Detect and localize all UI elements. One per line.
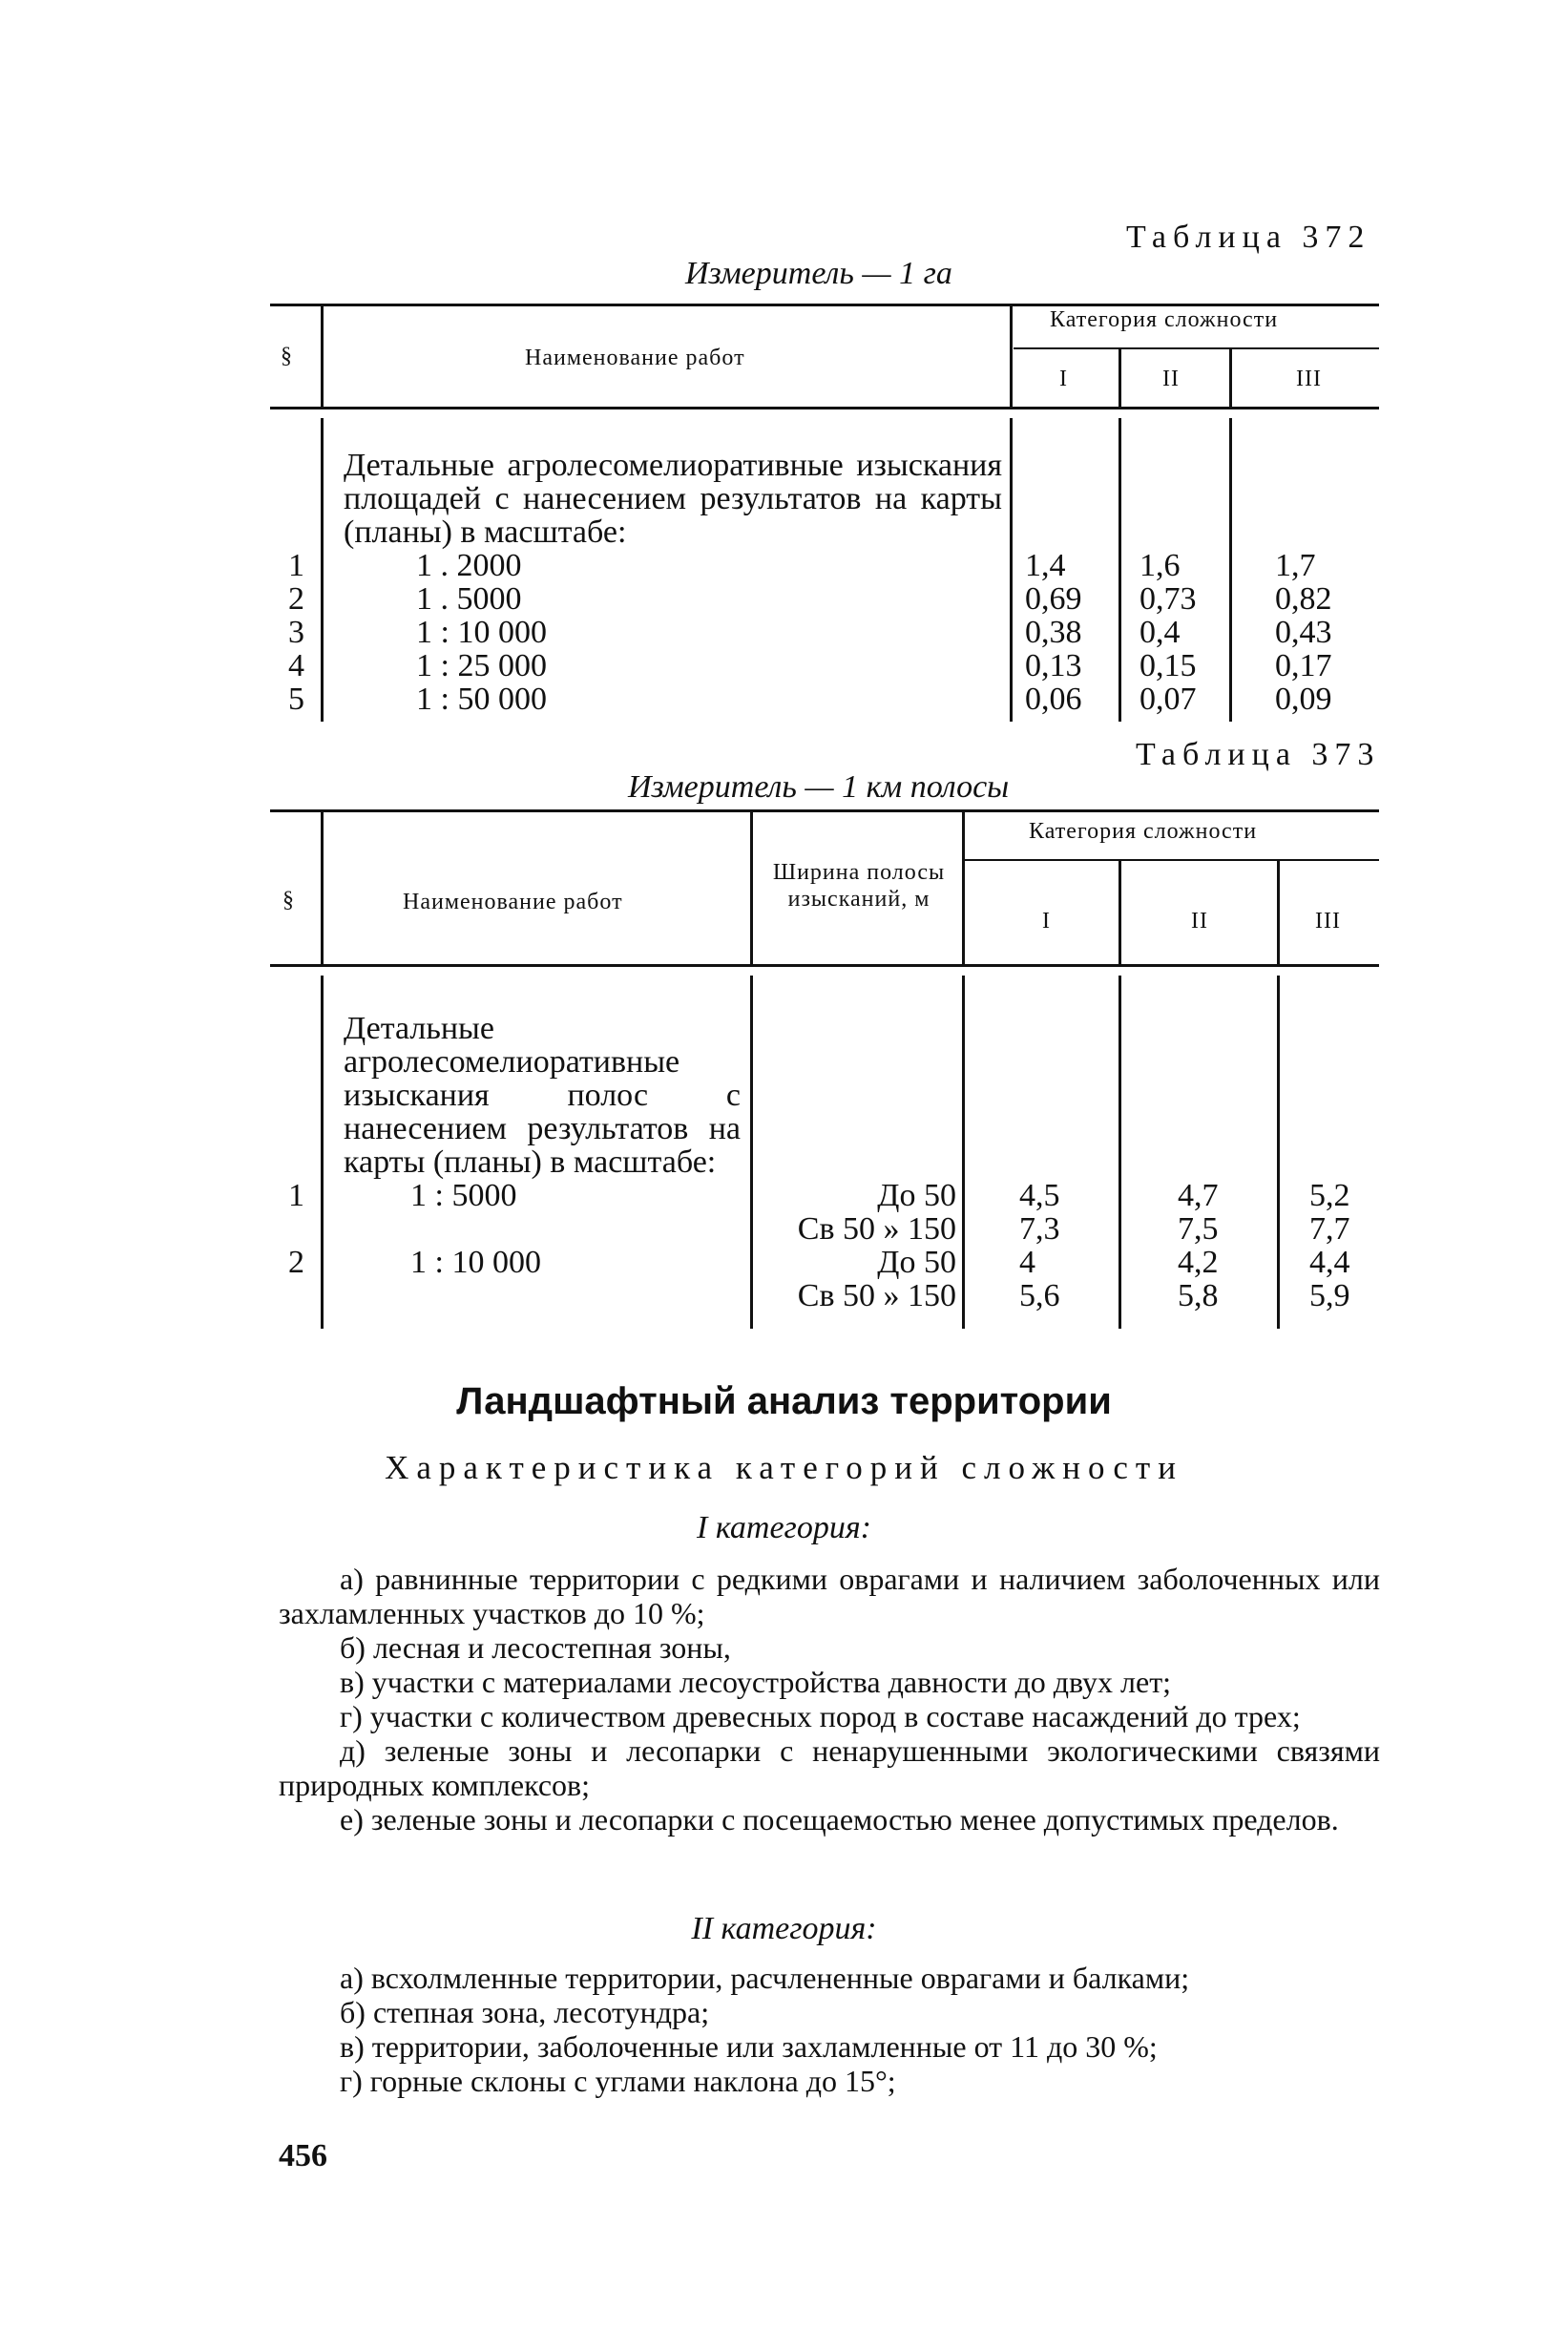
table-372-top-rule [270, 304, 1379, 306]
table-373-col-section [288, 1179, 304, 1312]
table-372-value: 0,09 [1275, 682, 1332, 717]
table-372-header-rule [270, 407, 1379, 409]
table-372-body-divider [1119, 418, 1121, 722]
table-373-value: 5,9 [1309, 1278, 1350, 1313]
table-372-divider [1010, 304, 1013, 409]
table-372-value: 0,38 [1025, 615, 1082, 650]
table-372-description: Детальные агролесомелиоративные изыскания площадей с нанесением результатов на карты (планы) в масштабе: [344, 448, 1002, 550]
category-2-heading: II категория: [691, 1911, 877, 1946]
category-2-item: г) горные склоны с углами наклона до 15°; [340, 2064, 896, 2098]
table-373-width-value: До 50 [877, 1245, 956, 1280]
table-373-col-cat-ii [1178, 1179, 1219, 1312]
table-372-row-number: 5 [288, 682, 304, 717]
table-372-scale: 1 . 5000 [416, 581, 522, 617]
table-373-value: 4,5 [1019, 1178, 1060, 1213]
table-372-col-cat-i [1025, 549, 1082, 716]
table-372-col-scale [416, 549, 547, 716]
table-373-value: 7,3 [1019, 1211, 1060, 1247]
section-subheading: Характеристика категорий сложности [385, 1449, 1183, 1486]
category-1-item: г) участки с количеством древесных пород в составе насаждений до трех; [340, 1699, 1301, 1733]
page-number: 456 [279, 2138, 327, 2173]
table-373-value: 5,8 [1178, 1278, 1219, 1313]
category-1-item: е) зеленые зоны и лесопарки с посещаемостью менее допустимых пределов. [340, 1802, 1339, 1837]
table-373-col-cat-iii [1309, 1179, 1350, 1312]
table-372-header-cat-i: I [1059, 367, 1068, 391]
table-372-scale: 1 . 2000 [416, 548, 522, 583]
table-373-width-value: До 50 [877, 1178, 956, 1213]
table-372-value: 0,17 [1275, 648, 1332, 683]
table-373-divider [962, 809, 965, 966]
table-372-header-section: § [281, 344, 293, 368]
table-372-body-divider [321, 418, 324, 722]
table-372-value: 0,13 [1025, 648, 1082, 683]
table-372-value: 0,73 [1139, 581, 1197, 617]
table-372-title: Таблица 372 [1126, 220, 1371, 255]
table-372-col-cat-ii [1139, 549, 1197, 716]
table-372-value: 1,4 [1025, 548, 1066, 583]
table-373-header-cat-i: I [1042, 909, 1051, 934]
table-372-scale: 1 : 50 000 [416, 682, 547, 717]
table-373-divider [1119, 861, 1121, 966]
table-373-row-number [288, 1279, 304, 1312]
table-372-scale: 1 : 25 000 [416, 648, 547, 683]
table-373-col-scale [410, 1179, 541, 1312]
table-373-value: 7,7 [1309, 1211, 1350, 1247]
table-373-value: 4,2 [1178, 1245, 1219, 1280]
table-372-value: 0,69 [1025, 581, 1082, 617]
table-373-width-value: Св 50 » 150 [797, 1278, 956, 1313]
table-373-col-cat-i [1019, 1179, 1060, 1312]
category-1-item: б) лесная и лесостепная зоны, [340, 1630, 731, 1665]
table-373-scale: 1 : 10 000 [410, 1245, 541, 1280]
table-372-header-name: Наименование работ [525, 346, 745, 370]
category-2-item: б) степная зона, лесотундра; [340, 1995, 710, 2029]
table-372-col-section [288, 549, 304, 716]
table-372-divider [321, 304, 324, 409]
category-1-list [279, 1562, 1380, 1837]
table-373-value: 4,7 [1178, 1178, 1219, 1213]
table-373-value: 5,2 [1309, 1178, 1350, 1213]
table-372-row-number: 1 [288, 548, 304, 583]
table-372-header-category: Категория сложности [1050, 307, 1279, 332]
table-373-body-divider [962, 976, 965, 1329]
table-373-header-category: Категория сложности [1029, 819, 1258, 844]
table-373-header-name: Наименование работ [403, 890, 623, 914]
table-372-header-cat-iii: III [1296, 367, 1322, 391]
category-2-item: в) территории, заболоченные или захламленные от 11 до 30 %; [340, 2029, 1158, 2064]
table-373-header-section: § [282, 888, 295, 913]
table-373-width-value: Св 50 » 150 [797, 1211, 956, 1247]
table-373-header-rule [270, 964, 1379, 967]
category-1-item: в) участки с материалами лесоустройства давности до двух лет; [340, 1665, 1172, 1699]
category-2-list [279, 1961, 1380, 2098]
table-373-body-divider [1277, 976, 1280, 1329]
table-373-header-cat-ii: II [1191, 909, 1208, 934]
table-373-body-divider [750, 976, 753, 1329]
table-372-category-rule [1014, 347, 1379, 349]
table-373-row-number: 1 [288, 1178, 304, 1213]
category-1-item: д) зеленые зоны и лесопарки с ненарушенными экологическими связями природных комплексов; [279, 1733, 1380, 1802]
table-372-value: 1,7 [1275, 548, 1316, 583]
category-1-item: а) равнинные территории с редкими оврагами и наличием заболоченных или захламленных участков до 10 %; [279, 1562, 1380, 1630]
table-372-col-cat-iii [1275, 549, 1332, 716]
table-372-row-number: 4 [288, 648, 304, 683]
table-373-value: 7,5 [1178, 1211, 1219, 1247]
table-373-header-width: Ширина полосы изысканий, м [772, 860, 946, 912]
table-372-value: 0,43 [1275, 615, 1332, 650]
table-373-body-divider [1119, 976, 1121, 1329]
table-373-value: 4,4 [1309, 1245, 1350, 1280]
table-373-value: 5,6 [1019, 1278, 1060, 1313]
table-372-scale: 1 : 10 000 [416, 615, 547, 650]
table-373-scale [410, 1212, 541, 1246]
table-372-divider [1119, 349, 1121, 409]
table-373-row-number: 2 [288, 1245, 304, 1280]
section-heading: Ландшафтный анализ территории [456, 1380, 1112, 1422]
category-2-item: а) всхолмленные территории, расчлененные оврагами и балками; [340, 1961, 1190, 1995]
table-372-row-number: 3 [288, 615, 304, 650]
table-373-divider [1277, 861, 1280, 966]
table-373-body-divider [321, 976, 324, 1329]
table-372-value: 1,6 [1139, 548, 1181, 583]
table-373-divider [750, 809, 753, 966]
table-372-divider [1229, 349, 1232, 409]
table-372-value: 0,06 [1025, 682, 1082, 717]
table-372-value: 0,07 [1139, 682, 1197, 717]
table-372-body-divider [1010, 418, 1013, 722]
table-373-scale [410, 1279, 541, 1312]
table-373-top-rule [270, 809, 1379, 812]
table-373-title: Таблица 373 [1136, 737, 1381, 772]
table-373-value: 4 [1019, 1245, 1035, 1280]
table-373-description: Детальные агролесомелиоративные изыскания полос с нанесением результатов на карты (планы) в масштабе: [344, 1011, 741, 1180]
table-372-header-cat-ii: II [1162, 367, 1180, 391]
table-373-col-width [758, 1179, 956, 1312]
table-372-measure: Измеритель — 1 га [685, 256, 952, 291]
table-372-value: 0,15 [1139, 648, 1197, 683]
table-372-row-number: 2 [288, 581, 304, 617]
table-373-measure: Измеритель — 1 км полосы [628, 769, 1010, 805]
table-373-row-number [288, 1212, 304, 1246]
table-372-body-divider [1229, 418, 1232, 722]
table-373-header-cat-iii: III [1315, 909, 1341, 934]
table-373-scale: 1 : 5000 [410, 1178, 517, 1213]
category-1-heading: I категория: [697, 1510, 871, 1545]
table-372-value: 0,4 [1139, 615, 1181, 650]
table-373-divider [321, 809, 324, 966]
table-372-value: 0,82 [1275, 581, 1332, 617]
table-373-category-rule [964, 859, 1379, 861]
